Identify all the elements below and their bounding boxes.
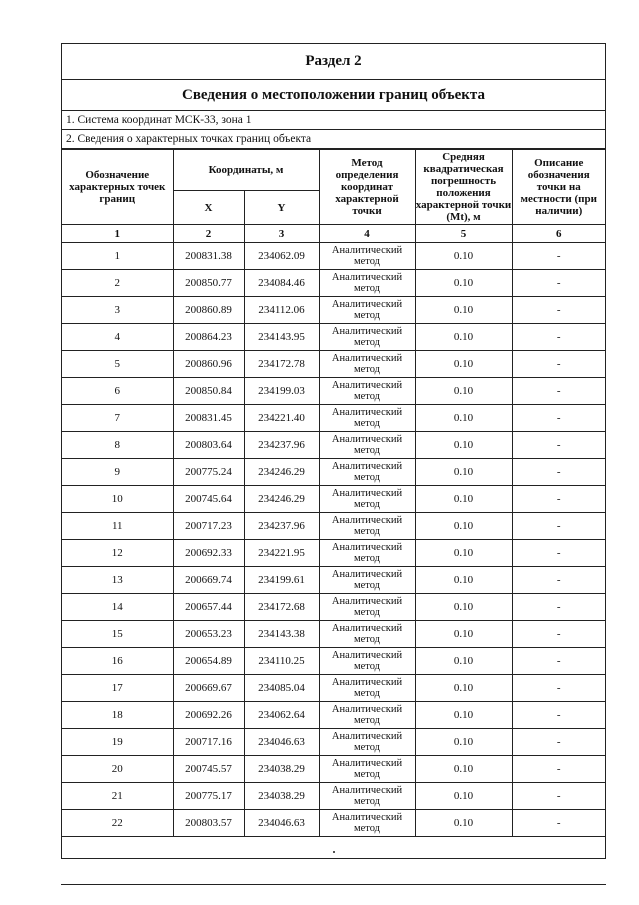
cell-x: 200860.89 bbox=[173, 297, 244, 324]
cell-method: Аналитический метод bbox=[319, 270, 415, 297]
column-number-row bbox=[62, 225, 605, 243]
cell-method: Аналитический метод bbox=[319, 756, 415, 783]
cell-accuracy: 0.10 bbox=[415, 324, 512, 351]
table-row bbox=[62, 540, 605, 567]
cell-method: Аналитический метод bbox=[319, 729, 415, 756]
cell-y: 234172.68 bbox=[244, 594, 319, 621]
table-row bbox=[62, 324, 605, 351]
cell-y: 234237.96 bbox=[244, 432, 319, 459]
cell-description: - bbox=[512, 297, 605, 324]
cell-y: 234084.46 bbox=[244, 270, 319, 297]
cell-x: 200831.45 bbox=[173, 405, 244, 432]
cell-x: 200864.23 bbox=[173, 324, 244, 351]
cell-point-number: 21 bbox=[62, 783, 173, 810]
header-description: Описание обозначения точки на местности (при наличии) bbox=[512, 150, 605, 225]
cell-description: - bbox=[512, 405, 605, 432]
column-number: 4 bbox=[319, 225, 415, 243]
cell-description: - bbox=[512, 378, 605, 405]
header-coordinates: Координаты, м bbox=[173, 150, 319, 191]
cell-x: 200745.57 bbox=[173, 756, 244, 783]
cell-accuracy: 0.10 bbox=[415, 621, 512, 648]
cell-y: 234199.61 bbox=[244, 567, 319, 594]
cell-x: 200803.64 bbox=[173, 432, 244, 459]
points-table-body bbox=[62, 243, 605, 837]
cell-y: 234221.95 bbox=[244, 540, 319, 567]
table-row bbox=[62, 378, 605, 405]
cell-description: - bbox=[512, 648, 605, 675]
cell-accuracy: 0.10 bbox=[415, 513, 512, 540]
cell-accuracy: 0.10 bbox=[415, 783, 512, 810]
cell-x: 200775.24 bbox=[173, 459, 244, 486]
cell-accuracy: 0.10 bbox=[415, 702, 512, 729]
header-method: Метод определения координат характерной точки bbox=[319, 150, 415, 225]
column-number: 1 bbox=[62, 225, 173, 243]
cell-x: 200850.84 bbox=[173, 378, 244, 405]
cell-method: Аналитический метод bbox=[319, 567, 415, 594]
cell-method: Аналитический метод bbox=[319, 675, 415, 702]
table-row bbox=[62, 459, 605, 486]
table-row bbox=[62, 567, 605, 594]
cell-accuracy: 0.10 bbox=[415, 405, 512, 432]
cell-point-number: 4 bbox=[62, 324, 173, 351]
table-row bbox=[62, 729, 605, 756]
cell-description: - bbox=[512, 486, 605, 513]
cell-description: - bbox=[512, 729, 605, 756]
cell-x: 200717.23 bbox=[173, 513, 244, 540]
cell-method: Аналитический метод bbox=[319, 783, 415, 810]
cell-description: - bbox=[512, 594, 605, 621]
cell-point-number: 10 bbox=[62, 486, 173, 513]
cell-point-number: 18 bbox=[62, 702, 173, 729]
cell-description: - bbox=[512, 270, 605, 297]
cell-x: 200657.44 bbox=[173, 594, 244, 621]
table-row bbox=[62, 810, 605, 837]
points-table bbox=[62, 149, 605, 837]
cell-x: 200850.77 bbox=[173, 270, 244, 297]
cell-point-number: 15 bbox=[62, 621, 173, 648]
cell-y: 234112.06 bbox=[244, 297, 319, 324]
table-row bbox=[62, 702, 605, 729]
cell-method: Аналитический метод bbox=[319, 405, 415, 432]
cell-x: 200692.26 bbox=[173, 702, 244, 729]
cell-method: Аналитический метод bbox=[319, 540, 415, 567]
cell-description: - bbox=[512, 783, 605, 810]
table-row bbox=[62, 648, 605, 675]
table-row bbox=[62, 243, 605, 270]
cell-x: 200653.23 bbox=[173, 621, 244, 648]
table-row bbox=[62, 513, 605, 540]
cell-x: 200669.74 bbox=[173, 567, 244, 594]
cell-point-number: 5 bbox=[62, 351, 173, 378]
cell-accuracy: 0.10 bbox=[415, 459, 512, 486]
section-title: Раздел 2 bbox=[62, 44, 605, 80]
cell-y: 234038.29 bbox=[244, 756, 319, 783]
cell-accuracy: 0.10 bbox=[415, 729, 512, 756]
cell-description: - bbox=[512, 702, 605, 729]
cell-method: Аналитический метод bbox=[319, 243, 415, 270]
cell-x: 200654.89 bbox=[173, 648, 244, 675]
table-row bbox=[62, 621, 605, 648]
cell-accuracy: 0.10 bbox=[415, 297, 512, 324]
cell-accuracy: 0.10 bbox=[415, 675, 512, 702]
cell-point-number: 19 bbox=[62, 729, 173, 756]
cell-accuracy: 0.10 bbox=[415, 378, 512, 405]
cell-method: Аналитический метод bbox=[319, 432, 415, 459]
header-accuracy: Средняя квадратическая погрешность положения характерной точки (Mt), м bbox=[415, 151, 512, 223]
cell-description: - bbox=[512, 324, 605, 351]
cell-y: 234221.40 bbox=[244, 405, 319, 432]
table-row bbox=[62, 594, 605, 621]
cell-description: - bbox=[512, 540, 605, 567]
cell-y: 234046.63 bbox=[244, 810, 319, 837]
cell-method: Аналитический метод bbox=[319, 459, 415, 486]
cell-y: 234199.03 bbox=[244, 378, 319, 405]
cell-point-number: 20 bbox=[62, 756, 173, 783]
cell-y: 234062.64 bbox=[244, 702, 319, 729]
cell-x: 200803.57 bbox=[173, 810, 244, 837]
cell-point-number: 1 bbox=[62, 243, 173, 270]
cell-y: 234143.38 bbox=[244, 621, 319, 648]
cell-description: - bbox=[512, 810, 605, 837]
cell-accuracy: 0.10 bbox=[415, 648, 512, 675]
table-row bbox=[62, 675, 605, 702]
cell-y: 234085.04 bbox=[244, 675, 319, 702]
cell-y: 234172.78 bbox=[244, 351, 319, 378]
column-number: 3 bbox=[244, 225, 319, 243]
section-subtitle: Сведения о местоположении границ объекта bbox=[62, 80, 605, 111]
cell-accuracy: 0.10 bbox=[415, 486, 512, 513]
cell-point-number: 11 bbox=[62, 513, 173, 540]
cell-y: 234046.63 bbox=[244, 729, 319, 756]
cell-method: Аналитический метод bbox=[319, 324, 415, 351]
cell-method: Аналитический метод bbox=[319, 621, 415, 648]
cell-point-number: 17 bbox=[62, 675, 173, 702]
cell-accuracy: 0.10 bbox=[415, 432, 512, 459]
cell-point-number: 9 bbox=[62, 459, 173, 486]
table-row bbox=[62, 270, 605, 297]
table-row bbox=[62, 783, 605, 810]
column-number: 2 bbox=[173, 225, 244, 243]
cell-description: - bbox=[512, 459, 605, 486]
bottom-rule bbox=[61, 884, 606, 885]
cell-accuracy: 0.10 bbox=[415, 756, 512, 783]
cell-accuracy: 0.10 bbox=[415, 243, 512, 270]
cell-method: Аналитический метод bbox=[319, 648, 415, 675]
document-frame bbox=[61, 43, 606, 859]
cell-point-number: 14 bbox=[62, 594, 173, 621]
cell-description: - bbox=[512, 513, 605, 540]
cell-accuracy: 0.10 bbox=[415, 567, 512, 594]
cell-accuracy: 0.10 bbox=[415, 594, 512, 621]
cell-x: 200831.38 bbox=[173, 243, 244, 270]
header-point-designation: Обозначение характерных точек границ bbox=[62, 150, 173, 225]
cell-point-number: 12 bbox=[62, 540, 173, 567]
table-row bbox=[62, 405, 605, 432]
cell-method: Аналитический метод bbox=[319, 513, 415, 540]
cell-y: 234110.25 bbox=[244, 648, 319, 675]
header-x: X bbox=[173, 191, 244, 225]
cell-x: 200775.17 bbox=[173, 783, 244, 810]
table-row bbox=[62, 351, 605, 378]
table-row bbox=[62, 432, 605, 459]
cell-description: - bbox=[512, 621, 605, 648]
cell-method: Аналитический метод bbox=[319, 486, 415, 513]
cell-y: 234246.29 bbox=[244, 486, 319, 513]
cell-x: 200669.67 bbox=[173, 675, 244, 702]
cell-description: - bbox=[512, 351, 605, 378]
cell-x: 200745.64 bbox=[173, 486, 244, 513]
header-y: Y bbox=[244, 191, 319, 225]
cell-point-number: 6 bbox=[62, 378, 173, 405]
points-caption-line: 2. Сведения о характерных точках границ объекта bbox=[62, 130, 605, 149]
cell-point-number: 16 bbox=[62, 648, 173, 675]
column-number: 5 bbox=[415, 225, 512, 243]
cell-method: Аналитический метод bbox=[319, 378, 415, 405]
cell-description: - bbox=[512, 756, 605, 783]
cell-point-number: 22 bbox=[62, 810, 173, 837]
cell-description: - bbox=[512, 432, 605, 459]
cell-x: 200717.16 bbox=[173, 729, 244, 756]
cell-method: Аналитический метод bbox=[319, 594, 415, 621]
cell-accuracy: 0.10 bbox=[415, 810, 512, 837]
cell-method: Аналитический метод bbox=[319, 810, 415, 837]
cell-x: 200860.96 bbox=[173, 351, 244, 378]
cell-y: 234246.29 bbox=[244, 459, 319, 486]
cell-accuracy: 0.10 bbox=[415, 540, 512, 567]
cell-point-number: 8 bbox=[62, 432, 173, 459]
coord-system-line: 1. Система координат МСК-33, зона 1 bbox=[62, 111, 605, 130]
table-row bbox=[62, 756, 605, 783]
cell-point-number: 3 bbox=[62, 297, 173, 324]
table-row bbox=[62, 297, 605, 324]
cell-description: - bbox=[512, 243, 605, 270]
cell-method: Аналитический метод bbox=[319, 702, 415, 729]
cell-description: - bbox=[512, 675, 605, 702]
cell-point-number: 13 bbox=[62, 567, 173, 594]
table-row bbox=[62, 486, 605, 513]
cell-y: 234062.09 bbox=[244, 243, 319, 270]
cell-method: Аналитический метод bbox=[319, 351, 415, 378]
column-number: 6 bbox=[512, 225, 605, 243]
cell-description: - bbox=[512, 567, 605, 594]
scan-speck bbox=[333, 851, 335, 853]
cell-method: Аналитический метод bbox=[319, 297, 415, 324]
cell-y: 234143.95 bbox=[244, 324, 319, 351]
cell-accuracy: 0.10 bbox=[415, 351, 512, 378]
cell-y: 234038.29 bbox=[244, 783, 319, 810]
cell-point-number: 2 bbox=[62, 270, 173, 297]
cell-accuracy: 0.10 bbox=[415, 270, 512, 297]
cell-point-number: 7 bbox=[62, 405, 173, 432]
cell-y: 234237.96 bbox=[244, 513, 319, 540]
cell-x: 200692.33 bbox=[173, 540, 244, 567]
